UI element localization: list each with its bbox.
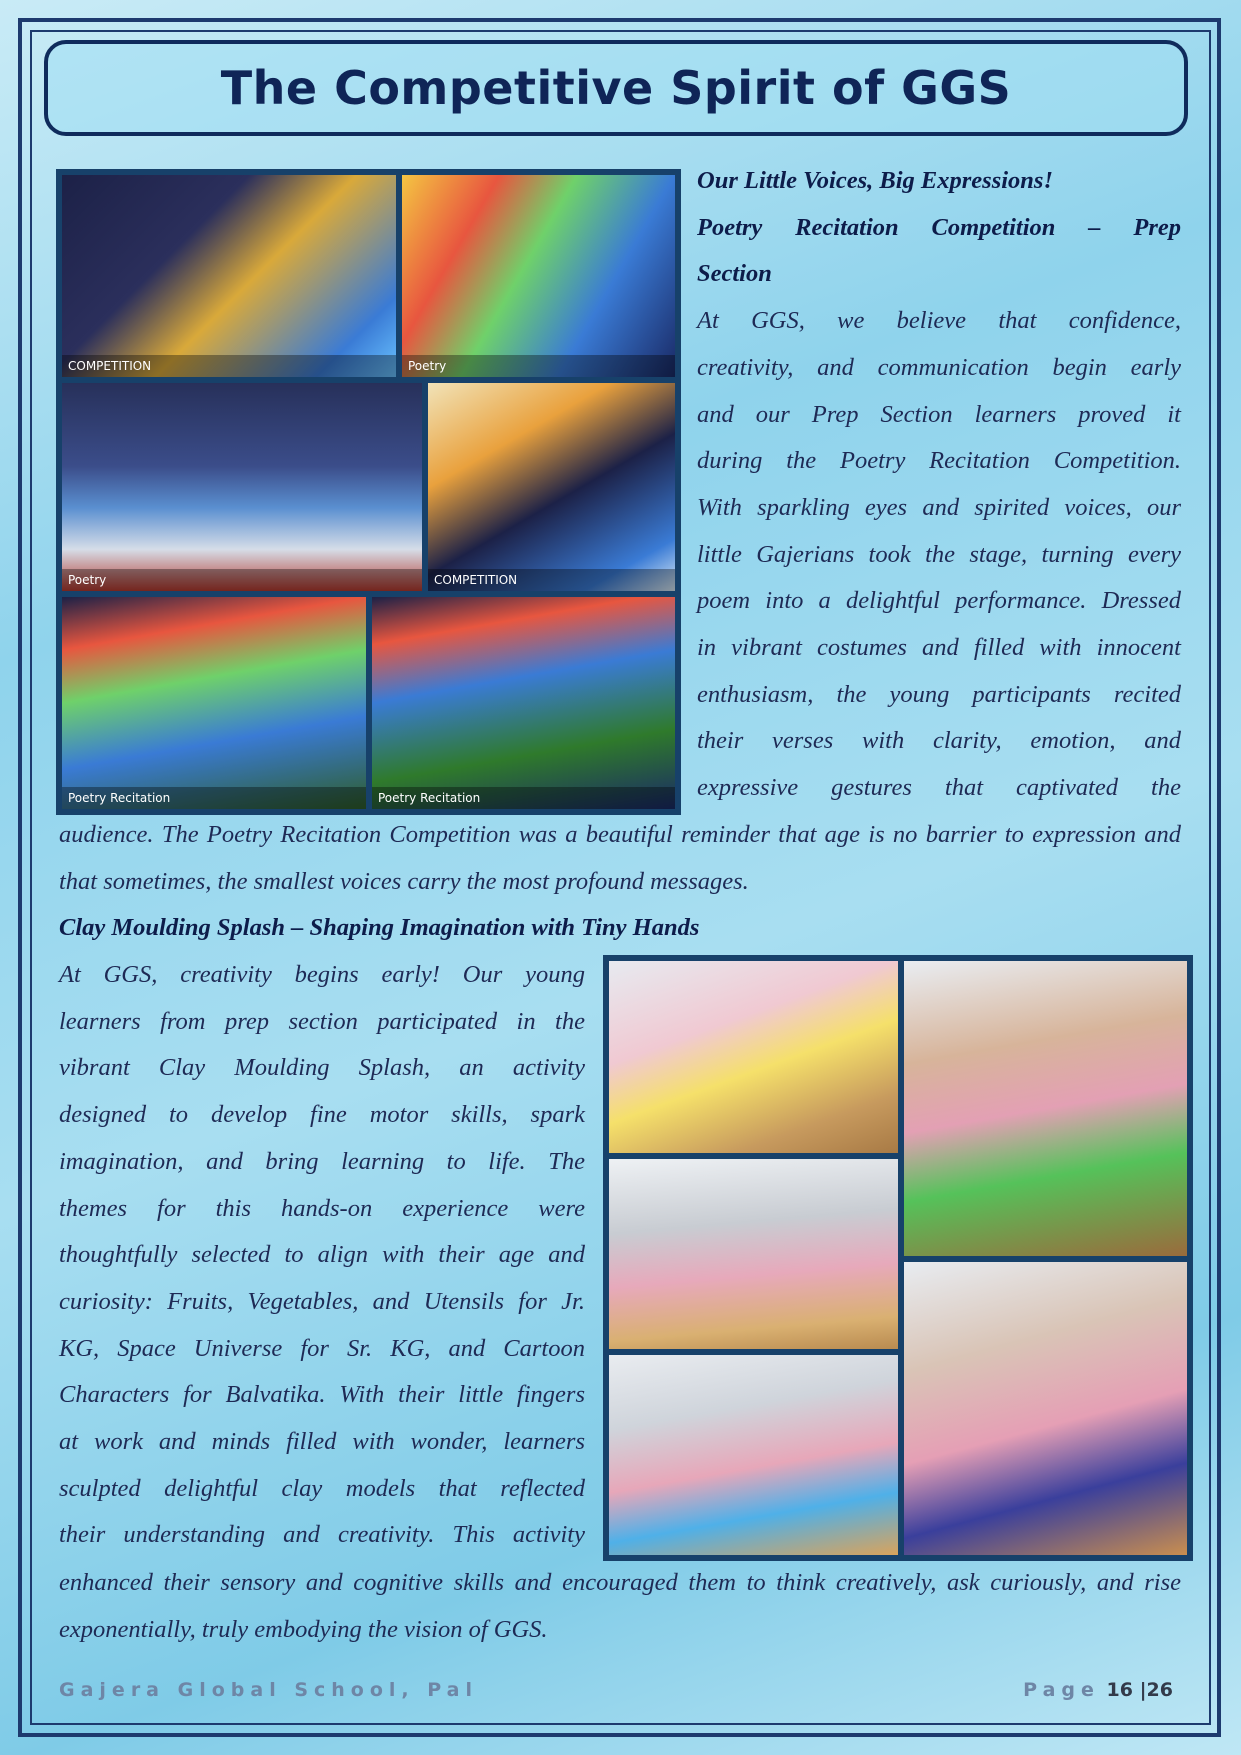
poetry-line: little Gajerians took the stage, turning every xyxy=(697,540,1181,568)
poetry-tagline: Our Little Voices, Big Expressions! xyxy=(697,167,1053,194)
title-banner xyxy=(44,40,1188,136)
clay-photo-4 xyxy=(904,1262,1187,1555)
clay-photo-2 xyxy=(904,961,1187,1256)
poetry-photo-1 xyxy=(62,175,396,377)
clay-line: Characters for Balvatika. With their little fingers xyxy=(59,1381,585,1409)
poetry-line: poem into a delightful performance. Dressed xyxy=(697,587,1181,615)
photo-caption: Poetry Recitation xyxy=(372,787,675,809)
poetry-photo-2 xyxy=(402,175,675,377)
clay-photo-3 xyxy=(609,1159,898,1349)
poetry-section-text xyxy=(697,158,1181,812)
footer-page-number xyxy=(1023,1679,1173,1701)
clay-photo-5 xyxy=(609,1355,898,1555)
footer-school-name: Gajera Global School, Pal xyxy=(59,1679,479,1701)
clay-continuation-text: enhanced their sensory and cognitive skills and encouraged them to think creatively, ask curiously, and rise exponentially, truly embodying the vision of GGS. xyxy=(59,1569,1181,1643)
poetry-line: expressive gestures that captivated the xyxy=(697,774,1181,802)
poetry-photo-collage xyxy=(56,169,681,815)
clay-photo-collage xyxy=(603,955,1193,1561)
page-label: Page xyxy=(1023,1679,1100,1701)
poetry-line: enthusiasm, the young participants recited xyxy=(697,680,1181,708)
clay-line: KG, Space Universe for Sr. KG, and Cartoon xyxy=(59,1334,585,1362)
page-number: 16 xyxy=(1106,1679,1133,1701)
poetry-photo-6 xyxy=(372,597,675,809)
poetry-line: in vibrant costumes and filled with innocent xyxy=(697,634,1181,662)
poetry-photo-5 xyxy=(62,597,366,809)
clay-heading: Clay Moulding Splash – Shaping Imagination with Tiny Hands xyxy=(59,914,700,942)
clay-line: curiosity: Fruits, Vegetables, and Utensils for Jr. xyxy=(59,1287,585,1315)
photo-caption: Poetry Recitation xyxy=(62,787,366,809)
clay-line: imagination, and bring learning to life. The xyxy=(59,1147,585,1175)
clay-line: thoughtfully selected to align with their age and xyxy=(59,1241,585,1269)
poetry-line: their verses with clarity, emotion, and xyxy=(697,727,1181,755)
poetry-line: With sparkling eyes and spirited voices, our xyxy=(697,493,1181,521)
clay-line: sculpted delightful clay models that reflected xyxy=(59,1474,585,1502)
poetry-heading-line-2: Section xyxy=(697,260,772,288)
clay-section-text xyxy=(59,952,585,1559)
clay-line: At GGS, creativity begins early! Our young xyxy=(59,961,585,988)
clay-line: learners from prep section participated in the xyxy=(59,1007,585,1035)
poetry-line: creativity, and communication begin early xyxy=(697,353,1181,381)
poetry-heading-line-1: Poetry Recitation Competition – Prep xyxy=(697,213,1181,241)
photo-caption: Poetry xyxy=(402,355,675,377)
clay-continuation xyxy=(59,1560,1181,1653)
clay-line: their understanding and creativity. This activity xyxy=(59,1521,585,1549)
clay-line: themes for this hands-on experience were xyxy=(59,1194,585,1222)
poetry-continuation xyxy=(59,812,1181,952)
clay-line: vibrant Clay Moulding Splash, an activity xyxy=(59,1054,585,1082)
clay-line: designed to develop fine motor skills, spark xyxy=(59,1101,585,1129)
page-total: |26 xyxy=(1139,1679,1173,1701)
poetry-line: At GGS, we believe that confidence, xyxy=(697,307,1181,335)
photo-caption: COMPETITION xyxy=(428,569,675,591)
poetry-line: during the Poetry Recitation Competition. xyxy=(697,447,1181,475)
clay-photo-1 xyxy=(609,961,898,1153)
poetry-photo-3 xyxy=(62,383,422,591)
page-title: The Competitive Spirit of GGS xyxy=(220,61,1012,115)
clay-line: at work and minds filled with wonder, learners xyxy=(59,1428,585,1456)
poetry-line: and our Prep Section learners proved it xyxy=(697,400,1181,428)
photo-caption: COMPETITION xyxy=(62,355,396,377)
poetry-continuation-text: audience. The Poetry Recitation Competition was a beautiful reminder that age is no barrier to expression and that sometimes, the smallest voices carry the most profound messages. xyxy=(59,821,1181,895)
photo-caption: Poetry xyxy=(62,569,422,591)
poetry-photo-4 xyxy=(428,383,675,591)
